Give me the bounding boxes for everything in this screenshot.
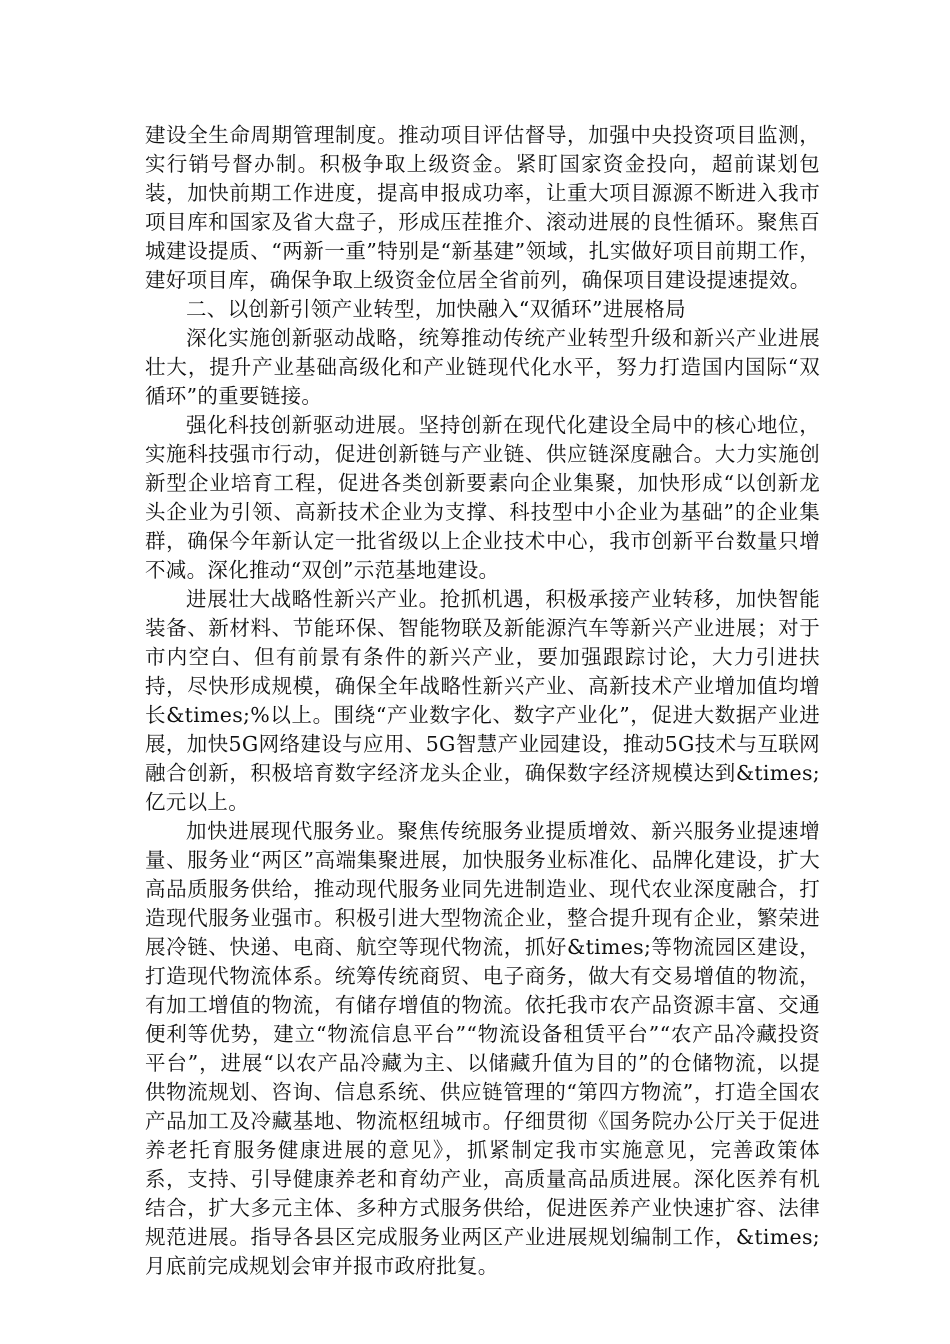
section-heading: 二、以创新引领产业转型，加快融入“双循环”进展格局 (186, 297, 686, 321)
paragraph-intro: 深化实施创新驱动战略，统筹推动传统产业转型升级和新兴产业进展壮大，提升产业基础高级化和产业链现代化水平，努力打造国内国际“双循环”的重要链接。 (145, 326, 820, 408)
paragraph-modern-services: 加快进展现代服务业。聚焦传统服务业提质增效、新兴服务业提速增量、服务业“两区”高端集聚进展，加快服务业标准化、品牌化建设，扩大高品质服务供给，推动现代服务业同先进制造业、现代农业深度融合，打造现代服务业强市。积极引进大型物流企业，整合提升现有企业，繁荣进展冷链、快递、电商、航空等现代物流，抓好&times;等物流园区建设，打造现代物流体系。统筹传统商贸、电子商务，做大有交易增值的物流，有加工增值的物流，有储存增值的物流。依托我市农产品资源丰富、交通便利等优势，建立“物流信息平台”“物流设备租赁平台”“农产品冷藏投资平台”，进展“以农产品冷藏为主、以储藏升值为目的”的仓储物流，以提供物流规划、咨询、信息系统、供应链管理的“第四方物流”，打造全国农产品加工及冷藏基地、物流枢纽城市。仔细贯彻《国务院办公厅关于促进养老托育服务健康进展的意见》，抓紧制定我市实施意见，完善政策体系，支持、引导健康养老和育幼产业，高质量高品质进展。深化医养有机结合，扩大多元主体、多种方式服务供给，促进医养产业快速扩容、法律规范进展。指导各县区完成服务业两区产业进展规划编制工作，&times;月底前完成规划会审并报市政府批复。 (145, 819, 820, 1278)
paragraph-emerging-industries: 进展壮大战略性新兴产业。抢抓机遇，积极承接产业转移，加快智能装备、新材料、节能环保、智能物联及新能源汽车等新兴产业进展；对于市内空白、但有前景有条件的新兴产业，要加强跟踪讨论，大力引进扶持，尽快形成规模，确保全年战略性新兴产业、高新技术产业增加值均增长&times;%以上。围绕“产业数字化、数字产业化”，促进大数据产业进展，加快5G网络建设与应用、5G智慧产业园建设，推动5G技术与互联网融合创新，积极培育数字经济龙头企业，确保数字经济规模达到&times;亿元以上。 (145, 587, 820, 814)
document-page (145, 121, 820, 1281)
paragraph-tech-innovation: 强化科技创新驱动进展。坚持创新在现代化建设全局中的核心地位，实施科技强市行动，促进创新链与产业链、供应链深度融合。大力实施创新型企业培育工程，促进各类创新要素向企业集聚，加快形成“以创新龙头企业为引领、高新技术企业为支撑、科技型中小企业为基础”的企业集群，确保今年新认定一批省级以上企业技术中心，我市创新平台数量只增不减。深化推动“双创”示范基地建设。 (145, 413, 820, 582)
paragraph-continuation: 建设全生命周期管理制度。推动项目评估督导，加强中央投资项目监测，实行销号督办制。积极争取上级资金。紧盯国家资金投向，超前谋划包装，加快前期工作进度，提高申报成功率，让重大项目源源不断进入我市项目库和国家及省大盘子，形成压茬推介、滚动进展的良性循环。聚焦百城建设提质、“两新一重”特别是“新基建”领域，扎实做好项目前期工作，建好项目库，确保争取上级资金位居全省前列，确保项目建设提速提效。 (145, 123, 820, 292)
